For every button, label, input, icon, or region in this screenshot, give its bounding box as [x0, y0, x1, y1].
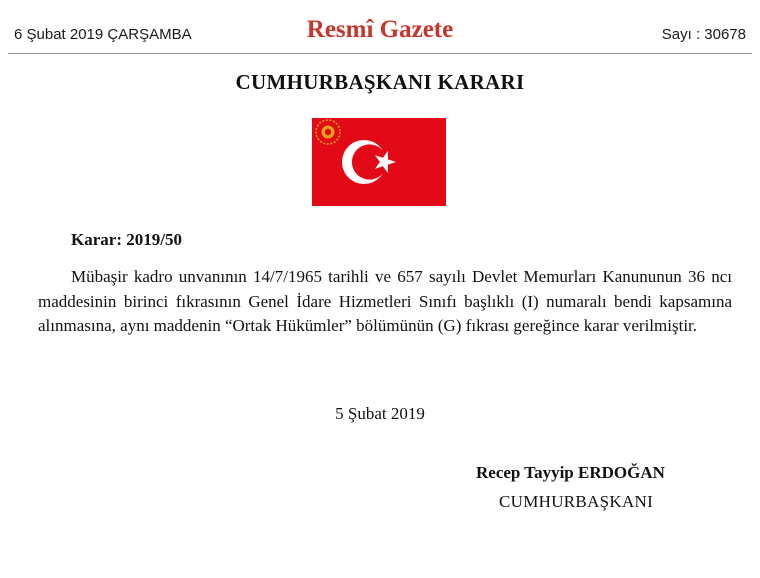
presidential-seal-icon: [314, 118, 342, 146]
decree-number: Karar: 2019/50: [71, 230, 182, 249]
decree-body: Mübaşir kadro unvanının 14/7/1965 tarihli ve 657 sayılı Devlet Memurları Kanununun 36 ncı maddesinin birinci fıkrasının Genel İdare Hizmetleri Sınıfı başlıklı (I) numaralı bendi kapsamına alınmasına, aynı maddenin “Ortak Hükümler” bölümünün (G) fıkrası gereğince karar verilmiştir.: [38, 267, 732, 335]
decree-title: CUMHURBAŞKANI KARARI: [235, 70, 525, 94]
signer-name: Recep Tayyip ERDOĞAN: [476, 463, 665, 482]
publication-title: Resmî Gazete: [306, 16, 454, 43]
header-divider: [8, 53, 752, 54]
signer-title: CUMHURBAŞKANI: [499, 492, 654, 511]
header-date: 6 Şubat 2019 ÇARŞAMBA: [14, 26, 192, 43]
decree-date: 5 Şubat 2019: [335, 404, 425, 423]
issue-number: Sayı : 30678: [661, 26, 746, 43]
